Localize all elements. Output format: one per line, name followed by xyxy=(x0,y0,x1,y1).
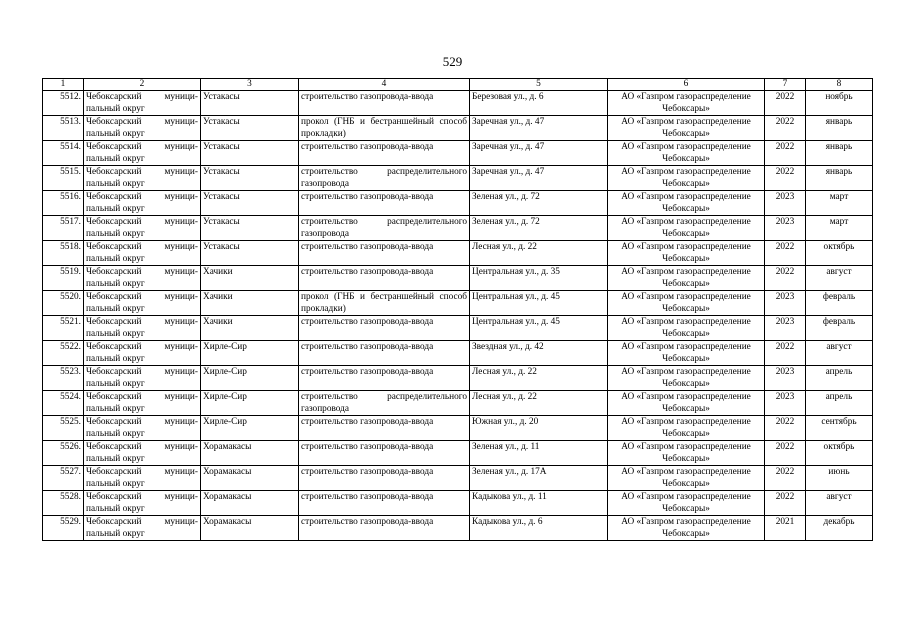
work-type-cell: строительство газопровода-ввода xyxy=(299,341,470,366)
row-number: 5524. xyxy=(43,391,84,416)
year-cell: 2023 xyxy=(765,316,806,341)
month-cell: август xyxy=(806,491,873,516)
address-cell: Лесная ул., д. 22 xyxy=(470,366,608,391)
organization-cell: АО «Газпром газораспределение Чебоксары» xyxy=(608,91,765,116)
month-cell: январь xyxy=(806,166,873,191)
work-type-cell: строительство распределительного газопровода xyxy=(299,216,470,241)
row-number: 5522. xyxy=(43,341,84,366)
locality-cell: Устакасы xyxy=(201,91,299,116)
organization-cell: АО «Газпром газораспределение Чебоксары» xyxy=(608,166,765,191)
address-cell: Заречная ул., д. 47 xyxy=(470,166,608,191)
table-row xyxy=(43,491,873,516)
work-type-cell: строительство газопровода-ввода xyxy=(299,141,470,166)
row-number: 5529. xyxy=(43,516,84,541)
month-cell: март xyxy=(806,191,873,216)
month-cell: февраль xyxy=(806,291,873,316)
table-row xyxy=(43,366,873,391)
row-number: 5523. xyxy=(43,366,84,391)
table-row xyxy=(43,316,873,341)
work-type-cell: строительство распределительного газопровода xyxy=(299,391,470,416)
work-type-cell: строительство газопровода-ввода xyxy=(299,416,470,441)
organization-cell: АО «Газпром газораспределение Чебоксары» xyxy=(608,391,765,416)
column-number: 6 xyxy=(608,79,765,91)
locality-cell: Устакасы xyxy=(201,141,299,166)
district-cell: Чебоксарский муници-пальный округ xyxy=(84,141,201,166)
table-row xyxy=(43,416,873,441)
work-type-cell: строительство распределительного газопровода xyxy=(299,166,470,191)
organization-cell: АО «Газпром газораспределение Чебоксары» xyxy=(608,416,765,441)
district-cell: Чебоксарский муници-пальный округ xyxy=(84,166,201,191)
district-cell: Чебоксарский муници-пальный округ xyxy=(84,366,201,391)
row-number: 5516. xyxy=(43,191,84,216)
address-cell: Центральная ул., д. 45 xyxy=(470,316,608,341)
locality-cell: Устакасы xyxy=(201,116,299,141)
locality-cell: Хирле-Сир xyxy=(201,366,299,391)
row-number: 5515. xyxy=(43,166,84,191)
year-cell: 2022 xyxy=(765,266,806,291)
year-cell: 2023 xyxy=(765,291,806,316)
table-row xyxy=(43,191,873,216)
row-number: 5525. xyxy=(43,416,84,441)
month-cell: февраль xyxy=(806,316,873,341)
work-type-cell: строительство газопровода-ввода xyxy=(299,441,470,466)
organization-cell: АО «Газпром газораспределение Чебоксары» xyxy=(608,441,765,466)
address-cell: Кадыкова ул., д. 11 xyxy=(470,491,608,516)
table-row xyxy=(43,441,873,466)
organization-cell: АО «Газпром газораспределение Чебоксары» xyxy=(608,316,765,341)
district-cell: Чебоксарский муници-пальный округ xyxy=(84,116,201,141)
address-cell: Заречная ул., д. 47 xyxy=(470,141,608,166)
column-number-row xyxy=(43,79,873,91)
district-cell: Чебоксарский муници-пальный округ xyxy=(84,91,201,116)
month-cell: декабрь xyxy=(806,516,873,541)
organization-cell: АО «Газпром газораспределение Чебоксары» xyxy=(608,191,765,216)
work-type-cell: строительство газопровода-ввода xyxy=(299,241,470,266)
locality-cell: Устакасы xyxy=(201,241,299,266)
month-cell: апрель xyxy=(806,366,873,391)
locality-cell: Хорамакасы xyxy=(201,466,299,491)
address-cell: Лесная ул., д. 22 xyxy=(470,241,608,266)
year-cell: 2022 xyxy=(765,116,806,141)
district-cell: Чебоксарский муници-пальный округ xyxy=(84,316,201,341)
organization-cell: АО «Газпром газораспределение Чебоксары» xyxy=(608,116,765,141)
organization-cell: АО «Газпром газораспределение Чебоксары» xyxy=(608,466,765,491)
row-number: 5520. xyxy=(43,291,84,316)
column-number: 7 xyxy=(765,79,806,91)
address-cell: Звездная ул., д. 42 xyxy=(470,341,608,366)
year-cell: 2022 xyxy=(765,416,806,441)
work-type-cell: строительство газопровода-ввода xyxy=(299,316,470,341)
table-row xyxy=(43,291,873,316)
district-cell: Чебоксарский муници-пальный округ xyxy=(84,466,201,491)
row-number: 5528. xyxy=(43,491,84,516)
address-cell: Березовая ул., д. 6 xyxy=(470,91,608,116)
table-row xyxy=(43,91,873,116)
month-cell: март xyxy=(806,216,873,241)
month-cell: август xyxy=(806,341,873,366)
district-cell: Чебоксарский муници-пальный округ xyxy=(84,391,201,416)
year-cell: 2022 xyxy=(765,166,806,191)
district-cell: Чебоксарский муници-пальный округ xyxy=(84,416,201,441)
row-number: 5512. xyxy=(43,91,84,116)
column-number: 1 xyxy=(43,79,84,91)
locality-cell: Хачики xyxy=(201,266,299,291)
locality-cell: Хирле-Сир xyxy=(201,341,299,366)
district-cell: Чебоксарский муници-пальный округ xyxy=(84,441,201,466)
month-cell: июнь xyxy=(806,466,873,491)
organization-cell: АО «Газпром газораспределение Чебоксары» xyxy=(608,241,765,266)
work-type-cell: строительство газопровода-ввода xyxy=(299,491,470,516)
year-cell: 2023 xyxy=(765,391,806,416)
organization-cell: АО «Газпром газораспределение Чебоксары» xyxy=(608,491,765,516)
table-row xyxy=(43,166,873,191)
district-cell: Чебоксарский муници-пальный округ xyxy=(84,216,201,241)
work-type-cell: прокол (ГНБ и бестраншейный способ прокладки) xyxy=(299,291,470,316)
address-cell: Заречная ул., д. 47 xyxy=(470,116,608,141)
district-cell: Чебоксарский муници-пальный округ xyxy=(84,191,201,216)
work-type-cell: строительство газопровода-ввода xyxy=(299,366,470,391)
address-cell: Центральная ул., д. 35 xyxy=(470,266,608,291)
locality-cell: Устакасы xyxy=(201,166,299,191)
month-cell: январь xyxy=(806,116,873,141)
table-row xyxy=(43,266,873,291)
locality-cell: Хорамакасы xyxy=(201,491,299,516)
locality-cell: Хачики xyxy=(201,291,299,316)
organization-cell: АО «Газпром газораспределение Чебоксары» xyxy=(608,291,765,316)
column-number: 2 xyxy=(84,79,201,91)
table-row xyxy=(43,241,873,266)
year-cell: 2022 xyxy=(765,241,806,266)
organization-cell: АО «Газпром газораспределение Чебоксары» xyxy=(608,216,765,241)
month-cell: сентябрь xyxy=(806,416,873,441)
district-cell: Чебоксарский муници-пальный округ xyxy=(84,491,201,516)
address-cell: Зеленая ул., д. 72 xyxy=(470,191,608,216)
work-type-cell: строительство газопровода-ввода xyxy=(299,191,470,216)
locality-cell: Устакасы xyxy=(201,216,299,241)
row-number: 5517. xyxy=(43,216,84,241)
year-cell: 2023 xyxy=(765,366,806,391)
locality-cell: Хорамакасы xyxy=(201,441,299,466)
year-cell: 2021 xyxy=(765,516,806,541)
month-cell: апрель xyxy=(806,391,873,416)
year-cell: 2022 xyxy=(765,491,806,516)
district-cell: Чебоксарский муници-пальный округ xyxy=(84,241,201,266)
column-number: 3 xyxy=(201,79,299,91)
column-number: 4 xyxy=(299,79,470,91)
column-number: 5 xyxy=(470,79,608,91)
locality-cell: Хачики xyxy=(201,316,299,341)
locality-cell: Устакасы xyxy=(201,191,299,216)
address-cell: Центральная ул., д. 45 xyxy=(470,291,608,316)
work-type-cell: прокол (ГНБ и бестраншейный способ прокладки) xyxy=(299,116,470,141)
row-number: 5521. xyxy=(43,316,84,341)
month-cell: август xyxy=(806,266,873,291)
month-cell: январь xyxy=(806,141,873,166)
column-number: 8 xyxy=(806,79,873,91)
year-cell: 2022 xyxy=(765,441,806,466)
table-row xyxy=(43,466,873,491)
month-cell: ноябрь xyxy=(806,91,873,116)
table-row xyxy=(43,116,873,141)
month-cell: октябрь xyxy=(806,241,873,266)
year-cell: 2022 xyxy=(765,466,806,491)
district-cell: Чебоксарский муници-пальный округ xyxy=(84,516,201,541)
address-cell: Южная ул., д. 20 xyxy=(470,416,608,441)
year-cell: 2022 xyxy=(765,141,806,166)
locality-cell: Хорамакасы xyxy=(201,516,299,541)
table-row xyxy=(43,141,873,166)
organization-cell: АО «Газпром газораспределение Чебоксары» xyxy=(608,266,765,291)
table-row xyxy=(43,341,873,366)
address-cell: Зеленая ул., д. 17А xyxy=(470,466,608,491)
district-cell: Чебоксарский муници-пальный округ xyxy=(84,266,201,291)
table-row xyxy=(43,216,873,241)
address-cell: Лесная ул., д. 22 xyxy=(470,391,608,416)
district-cell: Чебоксарский муници-пальный округ xyxy=(84,291,201,316)
locality-cell: Хирле-Сир xyxy=(201,391,299,416)
row-number: 5519. xyxy=(43,266,84,291)
gas-works-table xyxy=(42,78,873,541)
table-row xyxy=(43,391,873,416)
month-cell: октябрь xyxy=(806,441,873,466)
organization-cell: АО «Газпром газораспределение Чебоксары» xyxy=(608,366,765,391)
year-cell: 2023 xyxy=(765,191,806,216)
district-cell: Чебоксарский муници-пальный округ xyxy=(84,341,201,366)
year-cell: 2022 xyxy=(765,91,806,116)
address-cell: Зеленая ул., д. 11 xyxy=(470,441,608,466)
work-type-cell: строительство газопровода-ввода xyxy=(299,466,470,491)
row-number: 5518. xyxy=(43,241,84,266)
year-cell: 2023 xyxy=(765,216,806,241)
address-cell: Кадыкова ул., д. 6 xyxy=(470,516,608,541)
address-cell: Зеленая ул., д. 72 xyxy=(470,216,608,241)
row-number: 5513. xyxy=(43,116,84,141)
year-cell: 2022 xyxy=(765,341,806,366)
row-number: 5514. xyxy=(43,141,84,166)
work-type-cell: строительство газопровода-ввода xyxy=(299,91,470,116)
organization-cell: АО «Газпром газораспределение Чебоксары» xyxy=(608,341,765,366)
organization-cell: АО «Газпром газораспределение Чебоксары» xyxy=(608,516,765,541)
work-type-cell: строительство газопровода-ввода xyxy=(299,266,470,291)
organization-cell: АО «Газпром газораспределение Чебоксары» xyxy=(608,141,765,166)
row-number: 5527. xyxy=(43,466,84,491)
locality-cell: Хирле-Сир xyxy=(201,416,299,441)
page-number: 529 xyxy=(442,54,463,69)
row-number: 5526. xyxy=(43,441,84,466)
work-type-cell: строительство газопровода-ввода xyxy=(299,516,470,541)
table-row xyxy=(43,516,873,541)
